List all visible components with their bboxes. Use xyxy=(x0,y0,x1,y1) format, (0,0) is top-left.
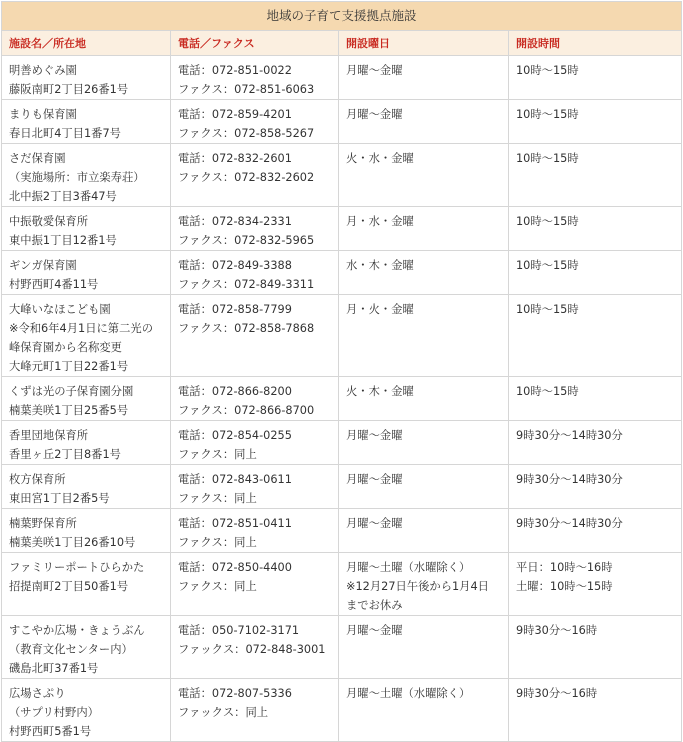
facility-phone-fax xyxy=(171,295,339,377)
facility-name-address-line: 楠葉美咲1丁目25番5号 xyxy=(9,404,129,417)
facility-open-hours xyxy=(509,509,682,553)
table-row xyxy=(2,421,682,465)
header-phone-fax: 電話／ファクス xyxy=(171,31,339,56)
facility-name-address-line: 香里団地保育所 xyxy=(9,429,89,442)
facility-name-address-line: 大峰いなほこども園 xyxy=(9,303,111,316)
header-row xyxy=(2,31,682,56)
facility-open-hours xyxy=(509,377,682,421)
facility-name-address-line: （サプリ村野内） xyxy=(9,706,99,719)
facility-name-address-line: ファミリーポートひらかた xyxy=(9,561,145,574)
table-row xyxy=(2,207,682,251)
facility-open-days xyxy=(339,553,509,616)
table-row xyxy=(2,251,682,295)
facility-name-address-line: 磯島北町37番1号 xyxy=(9,662,99,675)
facility-open-days xyxy=(339,295,509,377)
facility-name-address xyxy=(2,616,171,679)
facility-phone-fax-line: 電話：072-858-7799 xyxy=(178,303,292,316)
table-body xyxy=(2,56,682,742)
facility-phone-fax-line: 電話：072-866-8200 xyxy=(178,385,292,398)
facility-name-address-line: 東田宮1丁目2番5号 xyxy=(9,492,110,505)
facility-open-hours xyxy=(509,207,682,251)
header-open-hours: 開設時間 xyxy=(509,31,682,56)
facility-open-hours-line: 10時～15時 xyxy=(516,385,579,398)
facility-phone-fax xyxy=(171,553,339,616)
facility-phone-fax-line: 電話：072-850-4400 xyxy=(178,561,292,574)
facility-name-address-line: 香里ヶ丘2丁目8番1号 xyxy=(9,448,121,461)
facility-open-hours-line: 土曜：10時～15時 xyxy=(516,580,613,593)
facility-open-days-line: 水・木・金曜 xyxy=(346,259,414,272)
facility-phone-fax-line: ファクス：同上 xyxy=(178,448,257,461)
facility-open-days-line: 月曜～金曜 xyxy=(346,108,403,121)
facility-name-address-line: さだ保育園 xyxy=(9,152,66,165)
facility-phone-fax-line: 電話：072-834-2331 xyxy=(178,215,292,228)
facility-open-hours-line: 9時30分～14時30分 xyxy=(516,473,623,486)
facility-phone-fax-line: 電話：072-854-0255 xyxy=(178,429,292,442)
facility-open-days xyxy=(339,509,509,553)
facility-name-address xyxy=(2,144,171,207)
facility-open-days xyxy=(339,616,509,679)
facility-open-days-line: 月曜～金曜 xyxy=(346,429,403,442)
facility-phone-fax xyxy=(171,616,339,679)
facility-phone-fax-line: ファクス：072-866-8700 xyxy=(178,404,315,417)
facility-open-hours-line: 10時～15時 xyxy=(516,64,579,77)
table-row xyxy=(2,465,682,509)
facility-open-days-line: 月・水・金曜 xyxy=(346,215,414,228)
facility-open-days-line: 月曜～土曜（水曜除く） xyxy=(346,561,471,574)
facility-name-address-line: 春日北町4丁目1番7号 xyxy=(9,127,121,140)
table-row xyxy=(2,377,682,421)
facility-name-address-line: すこやか広場・きょうぶん xyxy=(9,624,145,637)
facility-open-days-line: ※12月27日午後から1月4日 xyxy=(346,580,489,593)
facility-phone-fax-line: 電話：072-832-2601 xyxy=(178,152,292,165)
facility-name-address-line: 明善めぐみ園 xyxy=(9,64,77,77)
facility-name-address-line: 枚方保育所 xyxy=(9,473,66,486)
facility-phone-fax-line: ファックス：072-848-3001 xyxy=(178,643,326,656)
table-row xyxy=(2,100,682,144)
facility-phone-fax-line: ファクス：072-832-2602 xyxy=(178,171,315,184)
facility-open-hours-line: 10時～15時 xyxy=(516,152,579,165)
facility-name-address xyxy=(2,377,171,421)
facility-phone-fax-line: ファクス：072-851-6063 xyxy=(178,83,315,96)
facility-phone-fax xyxy=(171,207,339,251)
facility-name-address-line: 藤阪南町2丁目26番1号 xyxy=(9,83,129,96)
table-row xyxy=(2,144,682,207)
facility-open-days xyxy=(339,421,509,465)
facility-phone-fax xyxy=(171,144,339,207)
facility-open-days xyxy=(339,56,509,100)
facility-open-hours xyxy=(509,616,682,679)
facility-name-address-line: 北中振2丁目3番47号 xyxy=(9,190,117,203)
table-row xyxy=(2,509,682,553)
table-row xyxy=(2,553,682,616)
facility-open-days-line: 月・火・金曜 xyxy=(346,303,414,316)
facility-phone-fax xyxy=(171,251,339,295)
table-row xyxy=(2,295,682,377)
facility-name-address-line: 楠葉美咲1丁目26番10号 xyxy=(9,536,136,549)
facility-name-address-line: 大峰元町1丁目22番1号 xyxy=(9,360,129,373)
facility-open-hours-line: 9時30分～16時 xyxy=(516,687,598,700)
facility-open-hours xyxy=(509,465,682,509)
facility-phone-fax-line: 電話：072-849-3388 xyxy=(178,259,292,272)
facility-name-address-line: ※令和6年4月1日に第二光の xyxy=(9,322,153,335)
facility-open-days xyxy=(339,679,509,742)
facility-name-address-line: 峰保育園から名称変更 xyxy=(9,341,122,354)
facility-open-hours xyxy=(509,679,682,742)
facility-open-days-line: 火・水・金曜 xyxy=(346,152,414,165)
facility-open-hours-line: 9時30分～14時30分 xyxy=(516,429,623,442)
facilities-table xyxy=(1,1,682,742)
facility-phone-fax-line: 電話：072-859-4201 xyxy=(178,108,292,121)
facility-phone-fax-line: ファクス：同上 xyxy=(178,492,257,505)
facility-open-hours-line: 9時30分～14時30分 xyxy=(516,517,623,530)
facility-name-address xyxy=(2,465,171,509)
facility-open-hours-line: 平日：10時～16時 xyxy=(516,561,613,574)
facility-open-hours xyxy=(509,144,682,207)
table-row xyxy=(2,679,682,742)
facility-open-days-line: 月曜～金曜 xyxy=(346,517,403,530)
facility-name-address xyxy=(2,56,171,100)
header-open-days: 開設曜日 xyxy=(339,31,509,56)
facility-phone-fax-line: ファクス：072-858-5267 xyxy=(178,127,315,140)
facility-phone-fax xyxy=(171,679,339,742)
facility-open-hours xyxy=(509,295,682,377)
facility-phone-fax-line: ファクス：072-858-7868 xyxy=(178,322,315,335)
facility-name-address xyxy=(2,251,171,295)
facility-name-address-line: 東中振1丁目12番1号 xyxy=(9,234,117,247)
facility-open-hours-line: 10時～15時 xyxy=(516,259,579,272)
facility-phone-fax xyxy=(171,100,339,144)
facility-open-hours-line: 10時～15時 xyxy=(516,108,579,121)
facility-name-address-line: まりも保育園 xyxy=(9,108,77,121)
facility-name-address xyxy=(2,295,171,377)
facility-name-address xyxy=(2,509,171,553)
facility-open-days xyxy=(339,251,509,295)
facility-open-hours xyxy=(509,100,682,144)
table-row xyxy=(2,56,682,100)
facility-name-address xyxy=(2,679,171,742)
facility-name-address-line: 広場さぷり xyxy=(9,687,66,700)
facility-open-hours-line: 10時～15時 xyxy=(516,215,579,228)
facility-phone-fax-line: ファクス：同上 xyxy=(178,580,257,593)
facility-name-address xyxy=(2,100,171,144)
facility-open-days xyxy=(339,207,509,251)
facility-open-hours xyxy=(509,56,682,100)
facility-name-address-line: くずは光の子保育園分園 xyxy=(9,385,134,398)
facility-open-hours-line: 9時30分～16時 xyxy=(516,624,598,637)
facility-open-days-line: 月曜～金曜 xyxy=(346,473,403,486)
facility-open-hours-line: 10時～15時 xyxy=(516,303,579,316)
facility-name-address xyxy=(2,421,171,465)
facility-phone-fax xyxy=(171,56,339,100)
facility-open-days xyxy=(339,465,509,509)
facility-name-address-line: （教育文化センター内） xyxy=(9,643,133,656)
table-row xyxy=(2,616,682,679)
facility-name-address-line: 村野西町4番11号 xyxy=(9,278,99,291)
facility-phone-fax-line: 電話：072-807-5336 xyxy=(178,687,292,700)
facility-phone-fax-line: 電話：072-851-0411 xyxy=(178,517,292,530)
facility-name-address-line: 招提南町2丁目50番1号 xyxy=(9,580,129,593)
facility-open-days xyxy=(339,377,509,421)
facility-name-address xyxy=(2,207,171,251)
facility-open-days-line: 月曜～金曜 xyxy=(346,64,403,77)
table-title: 地域の子育て支援拠点施設 xyxy=(1,1,682,30)
facility-phone-fax-line: ファックス：同上 xyxy=(178,706,269,719)
facility-phone-fax xyxy=(171,377,339,421)
facility-open-days xyxy=(339,144,509,207)
facility-name-address-line: 中振敬愛保育所 xyxy=(9,215,89,228)
facility-open-days-line: 火・木・金曜 xyxy=(346,385,414,398)
facility-open-hours xyxy=(509,421,682,465)
facility-name-address-line: 楠葉野保育所 xyxy=(9,517,77,530)
facility-phone-fax-line: 電話：072-851-0022 xyxy=(178,64,292,77)
header-name-address: 施設名／所在地 xyxy=(2,31,171,56)
facility-phone-fax xyxy=(171,465,339,509)
facility-phone-fax xyxy=(171,509,339,553)
facility-phone-fax xyxy=(171,421,339,465)
facility-open-days xyxy=(339,100,509,144)
facility-phone-fax-line: ファクス：同上 xyxy=(178,536,257,549)
facility-phone-fax-line: 電話：072-843-0611 xyxy=(178,473,292,486)
facility-open-days-line: までお休み xyxy=(346,599,403,612)
facility-name-address xyxy=(2,553,171,616)
facility-phone-fax-line: 電話：050-7102-3171 xyxy=(178,624,300,637)
facility-name-address-line: ギンガ保育園 xyxy=(9,259,77,272)
facility-open-hours xyxy=(509,251,682,295)
facility-open-days-line: 月曜～土曜（水曜除く） xyxy=(346,687,471,700)
facility-open-days-line: 月曜～金曜 xyxy=(346,624,403,637)
facility-name-address-line: 村野西町5番1号 xyxy=(9,725,92,738)
facility-open-hours xyxy=(509,553,682,616)
facility-phone-fax-line: ファクス：072-849-3311 xyxy=(178,278,315,291)
facility-phone-fax-line: ファクス：072-832-5965 xyxy=(178,234,315,247)
facility-name-address-line: （実施場所：市立楽寿荘） xyxy=(9,171,145,184)
